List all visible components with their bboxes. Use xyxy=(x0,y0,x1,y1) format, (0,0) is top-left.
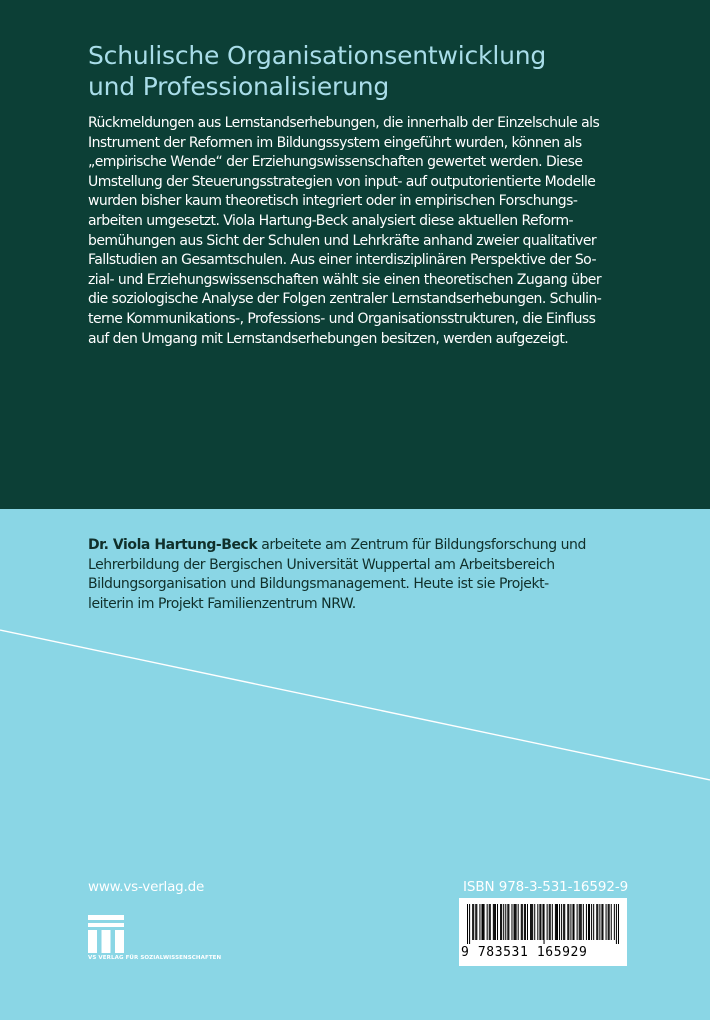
barcode-bar xyxy=(550,904,551,940)
barcode-bar xyxy=(606,904,607,940)
barcode-bars-icon xyxy=(467,904,619,944)
barcode-bar xyxy=(567,904,568,940)
description-line: arbeiten umgesetzt. Viola Hartung-Beck analysiert diese aktuellen Reform- xyxy=(88,212,574,229)
author-bio xyxy=(88,536,648,614)
barcode-bar xyxy=(574,904,575,940)
description-line: zial- und Erziehungswissenschaften wählt sie einen theoretischen Zugang über xyxy=(88,271,602,288)
barcode-bar xyxy=(555,904,556,940)
barcode-bar xyxy=(489,904,490,940)
description-line: Instrument der Reformen im Bildungssystem eingeführt wurden, können als xyxy=(88,134,582,151)
bio-line-rest: arbeitete am Zentrum für Bildungsforschung und xyxy=(257,537,586,553)
barcode-bar xyxy=(481,904,482,940)
description-line: Umstellung der Steuerungsstrategien von input- auf outputorientierte Modelle xyxy=(88,173,596,190)
barcode-bar xyxy=(568,904,569,940)
barcode-bar xyxy=(537,904,538,940)
barcode-bar xyxy=(614,904,615,940)
barcode-bar xyxy=(563,904,564,940)
author-name: Dr. Viola Hartung-Beck xyxy=(88,537,258,553)
description-line: die soziologische Analyse der Folgen zentraler Lernstandserhebungen. Schulin- xyxy=(88,291,602,308)
barcode-bar xyxy=(524,904,525,940)
barcode-bar xyxy=(505,904,506,940)
description-line: bemühungen aus Sicht der Schulen und Lehrkräfte anhand zweier qualitativer xyxy=(88,232,597,249)
barcode-bar xyxy=(586,904,587,940)
barcode-bar xyxy=(484,904,485,940)
barcode-bar xyxy=(487,904,488,940)
publisher-website: www.vs-verlag.de xyxy=(88,879,205,895)
barcode-bar xyxy=(583,904,584,940)
barcode-bar xyxy=(476,904,477,940)
barcode-bar xyxy=(593,904,594,940)
isbn-label: ISBN 978-3-531-16592-9 xyxy=(463,879,629,895)
barcode-bar xyxy=(577,904,578,940)
barcode-bar xyxy=(518,904,519,940)
barcode-bar xyxy=(534,904,535,940)
barcode-bar xyxy=(469,904,470,944)
barcode-bar xyxy=(544,904,545,944)
barcode-bar xyxy=(479,904,480,940)
barcode-bar xyxy=(591,904,592,940)
barcode-bar xyxy=(494,904,495,940)
description-line: „empirische Wende“ der Erziehungswissenschaften gewertet werden. Diese xyxy=(88,154,583,171)
barcode-bar xyxy=(516,904,517,940)
barcode-bar xyxy=(511,904,512,940)
diagonal-divider-line xyxy=(0,620,710,800)
barcode-bar xyxy=(542,904,543,940)
description-line: terne Kommunikations-, Professions- und Organisationsstrukturen, die Einfluss xyxy=(88,310,596,327)
publisher-logo-text: VS VERLAG FÜR SOZIALWISSENSCHAFTEN xyxy=(88,955,222,961)
barcode xyxy=(459,898,627,966)
barcode-bar xyxy=(588,904,589,940)
barcode-bar xyxy=(531,904,532,940)
barcode-bar xyxy=(556,904,557,940)
barcode-bar xyxy=(564,904,565,940)
barcode-bar xyxy=(503,904,504,940)
barcode-bar xyxy=(467,904,468,944)
barcode-bar xyxy=(507,904,508,940)
barcode-bar xyxy=(559,904,560,940)
book-title xyxy=(88,40,648,102)
barcode-bar xyxy=(616,904,617,944)
barcode-bar xyxy=(572,904,573,940)
bio-line: leiterin im Projekt Familienzentrum NRW. xyxy=(88,595,356,612)
description-line: wurden bisher kaum theoretisch integriert oder in empirischen Forschungs- xyxy=(88,193,578,210)
barcode-bar xyxy=(539,904,540,940)
barcode-bar xyxy=(521,904,522,940)
barcode-bar xyxy=(508,904,509,940)
barcode-bar xyxy=(473,904,474,940)
barcode-bar xyxy=(490,904,491,940)
barcode-bar xyxy=(493,904,494,940)
barcode-digits: 9 783531 165929 xyxy=(461,945,588,960)
bio-line: Lehrerbildung der Bergischen Universität Wuppertal am Arbeitsbereich xyxy=(88,556,555,573)
barcode-bar xyxy=(495,904,496,940)
description-line: auf den Umgang mit Lernstandserhebungen besitzen, werden aufgezeigt. xyxy=(88,330,569,347)
barcode-bar xyxy=(532,904,533,940)
barcode-bar xyxy=(596,904,597,940)
barcode-bar xyxy=(602,904,603,940)
barcode-bar xyxy=(475,904,476,940)
barcode-bar xyxy=(549,904,550,940)
book-description xyxy=(88,114,648,349)
barcode-bar xyxy=(500,904,501,940)
barcode-bar xyxy=(580,904,581,940)
upper-panel xyxy=(0,0,710,509)
barcode-bar xyxy=(579,904,580,940)
barcode-bar xyxy=(514,904,515,940)
barcode-bar xyxy=(557,904,558,940)
barcode-bar xyxy=(483,904,484,940)
barcode-bar xyxy=(609,904,610,940)
bio-line xyxy=(88,536,648,556)
barcode-bar xyxy=(522,904,523,940)
barcode-bar xyxy=(581,904,582,940)
barcode-bar xyxy=(497,904,498,940)
barcode-bar xyxy=(599,904,600,940)
barcode-bar xyxy=(472,904,473,940)
barcode-bar xyxy=(618,904,619,944)
title-line: Schulische Organisationsentwicklung xyxy=(88,41,547,70)
bio-line: Bildungsorganisation und Bildungsmanagement. Heute ist sie Projekt- xyxy=(88,576,549,593)
barcode-bar xyxy=(601,904,602,940)
barcode-bar xyxy=(589,904,590,940)
barcode-bar xyxy=(597,904,598,940)
barcode-bar xyxy=(501,904,502,940)
barcode-bar xyxy=(570,904,571,940)
barcode-bar xyxy=(527,904,528,940)
barcode-bar xyxy=(525,904,526,940)
title-line: und Professionalisierung xyxy=(88,72,390,101)
barcode-bar xyxy=(561,904,562,940)
barcode-bar xyxy=(552,904,553,940)
barcode-bar xyxy=(547,904,548,940)
barcode-bar xyxy=(540,904,541,940)
barcode-bar xyxy=(530,904,531,940)
description-line: Rückmeldungen aus Lernstandserhebungen, die innerhalb der Einzelschule als xyxy=(88,115,600,131)
description-line: Fallstudien an Gesamtschulen. Aus einer interdisziplinären Perspektive der So- xyxy=(88,252,596,269)
barcode-bar xyxy=(608,904,609,940)
barcode-bar xyxy=(515,904,516,940)
barcode-bar xyxy=(611,904,612,940)
